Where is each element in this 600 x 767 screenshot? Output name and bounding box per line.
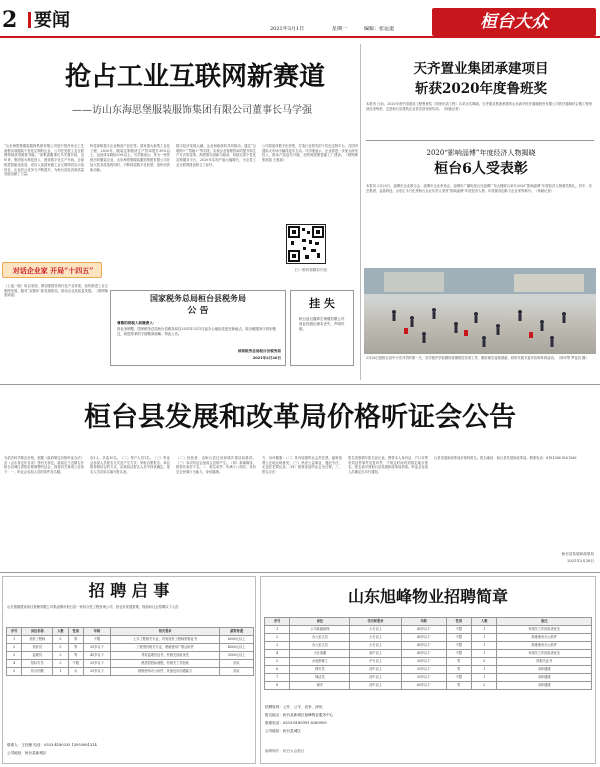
recruit2-table: [264, 617, 592, 690]
table-cell: 3500元以上: [220, 652, 254, 660]
recruit2-box: [260, 576, 596, 764]
recruit1-intro: 山东瑞德建设项目管理有限公司系淄博市桓台县一家综合性工程咨询公司，因业务发展需要，现面向社会招聘以下人员：: [7, 605, 182, 609]
table-cell: 持相关证书: [497, 658, 592, 666]
table-cell: 6: [265, 666, 290, 674]
header-date: 2021年3月1日: [270, 26, 305, 32]
article1-title-line2: 斩获2020年度鲁班奖: [414, 81, 548, 97]
lost-notice-box: [290, 290, 354, 366]
table-row: [265, 666, 592, 674]
header-divider-bar: [28, 12, 31, 28]
table-cell: 熟练使用办公软件: [497, 642, 592, 650]
table-cell: 1: [472, 666, 497, 674]
tax-notice-date: 2021年2月26日: [252, 356, 281, 360]
table-cell: 办公室文员: [290, 642, 350, 650]
hearing-col2: 各1人，共选10名。（二）每户人员1名。（三）听证会参加人员报名方式及产生方式：采取自愿报名、单位推荐相结合的方式，由我局从报名人员中择优确定。报名人员应如实填写报名表。: [90, 456, 170, 475]
table-cell: 男: [68, 636, 83, 644]
table-cell: 4: [265, 650, 290, 658]
table-cell: 1: [265, 626, 290, 634]
table-cell: 工程造价相关专业，熟练使用广联达软件: [111, 644, 220, 652]
table-cell: 高中以上: [350, 650, 401, 658]
table-cell: 男: [68, 652, 83, 660]
table-cell: 保安员: [290, 666, 350, 674]
slogan-banner: [2, 262, 102, 278]
hearing-col3: （二）经营者、由桓台县住房和城乡建设局推荐。（三）本次听证会组成人员的产生。（四）新闻媒体，推荐代表若干名。二、报名条件：年满十八周岁，具有完全民事行为能力，身体健康。: [176, 456, 256, 475]
table-cell: 35岁以下: [83, 668, 110, 676]
table-cell: 5: [53, 636, 68, 644]
table-cell: 1: [472, 650, 497, 658]
table-cell: 不限: [446, 634, 471, 642]
recruit2-header-cell: 序号: [265, 618, 290, 626]
article1-title-line1: 天齐置业集团承建项目: [413, 61, 549, 77]
table-row: [265, 642, 592, 650]
table-row: [265, 674, 592, 682]
table-cell: 熟练使用办公软件: [497, 634, 592, 642]
table-cell: 45岁以下: [401, 626, 446, 634]
recruit1-header-cell: 性别: [68, 628, 83, 636]
recruit1-box: [2, 576, 256, 764]
tax-notice-org: 国家税务总局桓台县税务局: [150, 294, 246, 303]
table-cell: 1: [53, 668, 68, 676]
table-row: [265, 650, 592, 658]
table-cell: 具有监理员证书，有相关经验优先: [111, 652, 220, 660]
table-cell: 公司高级助理: [290, 626, 350, 634]
right-divider: [366, 140, 594, 141]
table-cell: 55岁以下: [401, 666, 446, 674]
table-cell: 4000元以上: [220, 644, 254, 652]
table-cell: 2: [53, 652, 68, 660]
table-cell: 大专以上: [350, 626, 401, 634]
table-cell: 5: [7, 668, 22, 676]
table-cell: 有相关工作经验者优先: [497, 650, 592, 658]
table-cell: 35岁以下: [83, 660, 110, 668]
hearing-col4: 力、身体健康；（二）具有较强的社会责任感，能够客观公正地反映意见；（三）热爱公益事业，遵纪守法，无违法犯罪记录；（四）愿意参加听证会全过程。三、报名办法：: [262, 456, 342, 475]
table-cell: 5: [53, 644, 68, 652]
recruit2-footer-line3: 联系电话：0533-8180991 8289959: [265, 721, 327, 725]
table-cell: 不限: [68, 660, 83, 668]
lost-notice-body: 桓台县巨鑫养生保健有限公司营业执照正副本丢失，声明作废。: [299, 317, 345, 331]
header-weekday: 星期一: [332, 26, 348, 32]
table-cell: 7: [265, 674, 290, 682]
table-row: [265, 634, 592, 642]
table-cell: 初中以上: [350, 682, 401, 690]
recruit1-header-cell: 序号: [7, 628, 22, 636]
hearing-col1: 为依法科学制定价格，根据《政府制定价格听证办法》及《山东省定价目录》等有关规定，我局定于近期召开桓台县城区供热价格调整听证会，现将有关事项公告如下：一、听证会参加人员的条件及名额。: [4, 456, 84, 475]
recruit2-footer-line1: 招聘原则：公开、公平、竞争、择优: [265, 705, 323, 709]
photo-caption: 2月26日是桓台县中小学开学的第一天，各学校开学前做好疫情防控各项工作，做好师生返校准备，同时开展丰富多彩的体育活动。（杨可琴 罗佳音 摄）: [366, 356, 589, 360]
recruit2-title: 山东旭峰物业招聘简章: [347, 587, 508, 606]
table-cell: 女: [68, 668, 83, 676]
main-subheadline: ——访山东海思堡服装服饰集团有限公司董事长马学强: [72, 105, 312, 116]
hearing-signer: 桓台县发展和改革局: [561, 552, 594, 556]
table-cell: 身体健康: [497, 682, 592, 690]
table-cell: 造价工程师: [22, 636, 53, 644]
qr-code[interactable]: [286, 224, 326, 264]
table-cell: 保安: [290, 682, 350, 690]
article2-body: 本报讯 2月25日，淄博市企业联合会、淄博市企业家协会、淄博市广播电视台在淄博广电大楼联合举办2020“影响淄博”年度经济人物颁奖典礼。其中，东岳集团、金晶科技、山东汇丰石化等桓台企业负责人荣获“影响淄博”年度经济人物、年度最具创新力企业家等称号。（杨颖记者）: [366, 184, 592, 193]
table-row: [7, 636, 254, 644]
main-headline: 抢占工业互联网新赛道: [64, 62, 325, 92]
table-cell: 6000元以上: [220, 636, 254, 644]
table-cell: 面议: [220, 660, 254, 668]
table-row: [265, 682, 592, 690]
table-cell: 综合内勤: [22, 668, 53, 676]
header-editor: 编辑：张运道: [364, 26, 395, 32]
table-cell: 2: [7, 644, 22, 652]
table-cell: 小区客服: [290, 650, 350, 658]
table-cell: 1: [7, 636, 22, 644]
recruit2-footer-line2: 报名地点：桓台县新城区旭峰物业服务中心: [265, 713, 334, 717]
table-cell: 不限: [446, 650, 471, 658]
hearing-col5: 报名者需填写报名登记表，携带本人身份证、户口本等有效证件原件及复印件，于规定时间内到指定地点报名。报名表可到桓台县发展和改革局领取。听证会参加人员确定后另行通知。: [348, 456, 428, 475]
tax-notice-body: 因业务调整，国家税务总局桓台县税务局自2021年3月1日起办公地址变更至新地点，原办税服务厅同步搬迁，给您带来的不便敬请谅解。特此公告。: [117, 327, 276, 336]
table-cell: 45岁以下: [401, 642, 446, 650]
article2-title-line1: 2020“影响淄博”年度经济人物揭晓: [426, 149, 536, 157]
recruit2-header-cell: 备注: [497, 618, 592, 626]
table-cell: 3: [7, 652, 22, 660]
tax-notice-signer: 国家税务总局桓台县税务局: [237, 349, 281, 353]
table-row: [265, 626, 592, 634]
table-row: [7, 660, 254, 668]
table-cell: 男: [446, 658, 471, 666]
table-row: [265, 658, 592, 666]
newspaper-logo: 桓台大众: [432, 8, 596, 36]
table-cell: 大专以上: [350, 642, 401, 650]
main-article-col4: 公司将加快数字化转型，打造行业领先的个性化定制平台，在国内国际大市场中赢得更多主动。马学强表示，企业将进一步加大研发投入，推动产品迭代升级，加快海思堡智能工厂建设。（联网师 张琼瑶 王惠瑶）: [262, 144, 358, 163]
table-row: [7, 644, 254, 652]
recruit2-header-cell: 岗位: [290, 618, 350, 626]
school-sports-photo: [364, 268, 596, 354]
main-article-lower-left: （上接一版）给以来面、紧加强建设现代化产业体系，加快推进工业互联网发展，服务“双循环”新发展格局，推动企业高质量发展。（联网师 张琼瑶）: [4, 284, 108, 298]
tax-notice-title: 公 告: [187, 306, 209, 316]
table-cell: 45岁以下: [401, 650, 446, 658]
table-cell: 3: [265, 642, 290, 650]
table-row: [7, 668, 254, 676]
recruit1-header-cell: 薪资待遇: [220, 628, 254, 636]
table-cell: 面议: [220, 668, 254, 676]
table-cell: 8: [265, 682, 290, 690]
table-cell: 造价员: [22, 644, 53, 652]
table-cell: 2: [265, 634, 290, 642]
page-number: 2: [2, 8, 18, 32]
table-cell: 不限: [83, 636, 110, 644]
page-footer: 编辑制作：桓台大众报社: [265, 749, 305, 753]
recruit1-header-row: [7, 628, 254, 636]
qr-caption: 扫二维码看精彩内容: [294, 268, 328, 272]
table-cell: 有相关工作经验者优先: [497, 626, 592, 634]
recruit2-header-cell: 性别: [446, 618, 471, 626]
table-cell: 男: [68, 644, 83, 652]
table-cell: 招标专员: [22, 660, 53, 668]
table-cell: 熟悉招投标流程，有相关工作经验: [111, 660, 220, 668]
table-cell: 1: [472, 626, 497, 634]
recruit2-header-cell: 年龄: [401, 618, 446, 626]
recruit2-header-cell: 人数: [472, 618, 497, 626]
table-cell: 5: [472, 658, 497, 666]
table-cell: 5: [265, 658, 290, 666]
table-cell: 35岁以下: [83, 644, 110, 652]
recruit1-title: 招 聘 启 事: [88, 581, 170, 600]
main-article-col2: 科技部和数字企业制造产业化等。国家重大新型工业化工程、2020年，服装定制板块生产效率提升30%以上，运营成本降低20%以上。马学强表示，作为一家传统纺织服装企业，山东海思堡服装服饰集团有限公司在加大技术改造的同时，不断探索数字化转型，加快培育新动能。: [90, 144, 170, 172]
recruit2-footer-line4: 公司地址：桓台县城区: [265, 729, 301, 733]
right-column-divider: [360, 44, 361, 380]
table-cell: 熟练使用办公软件，具备良好沟通能力: [111, 668, 220, 676]
slogan-text: 对话企业家 开局“十四五”: [12, 266, 94, 275]
recruit-section-rule: [0, 572, 600, 573]
table-cell: 办公室文员: [290, 634, 350, 642]
article2-title-line2: 桓台6人受表彰: [434, 161, 528, 177]
table-cell: 不限: [446, 674, 471, 682]
table-cell: 监理员: [22, 652, 53, 660]
hearing-title: 桓台县发展和改革局价格听证会公告: [84, 402, 516, 433]
table-cell: 50岁以下: [401, 658, 446, 666]
table-cell: 男: [446, 666, 471, 674]
table-cell: 不限: [446, 626, 471, 634]
table-cell: 不限: [446, 642, 471, 650]
recruit1-header-cell: 人数: [53, 628, 68, 636]
table-cell: 水电维修工: [290, 658, 350, 666]
table-cell: 55岁以下: [401, 674, 446, 682]
hearing-col6: 台县发展和改革局价格科报名。报名地址：桓台县发展和改革局。联系电话：8181568 8161566: [434, 456, 577, 460]
recruit2-header-cell: 学历和要求: [350, 618, 401, 626]
table-cell: 身体健康: [497, 666, 592, 674]
table-cell: 初中以上: [350, 674, 401, 682]
table-cell: 中专以上: [350, 658, 401, 666]
table-cell: 保洁员: [290, 674, 350, 682]
recruit1-header-cell: 相关要求: [111, 628, 220, 636]
table-cell: 1: [472, 634, 497, 642]
table-cell: 2: [472, 682, 497, 690]
hearing-date: 2021年2月28日: [567, 559, 594, 563]
recruit1-contact: 联系人：王经理 电话：0533-4180335 13953081314: [7, 743, 97, 747]
table-row: [7, 652, 254, 660]
lost-notice-title: 挂 失: [309, 297, 335, 310]
header-rule: [0, 36, 600, 38]
recruit1-header-cell: 年龄: [83, 628, 110, 636]
section-title: 要闻: [34, 10, 70, 31]
article1-body: 本报讯 日前，2020年度中国建设工程鲁班奖（国家优质工程）名单正式揭晓。天齐置业集团承建的山东新华医疗器械股份有限公司医疗器械综合楼工程荣获此项殊荣，这是桓台县建筑企业首次获得该奖项。（杨颖记者）: [366, 102, 592, 111]
hearing-top-rule: [0, 384, 600, 385]
tax-notice-heading: 尊敬的纳税人和缴费人：: [117, 321, 157, 325]
table-cell: 大专以上: [350, 634, 401, 642]
recruit1-address: 公司地址：桓台县新城区: [7, 751, 47, 755]
recruit2-header-row: [265, 618, 592, 626]
table-cell: 土木工程相关专业，具有造价工程师资格证书: [111, 636, 220, 644]
table-cell: 身体健康: [497, 674, 592, 682]
table-cell: 男: [446, 682, 471, 690]
table-cell: 1: [472, 674, 497, 682]
table-cell: 45岁以下: [83, 652, 110, 660]
tax-notice-box: [110, 290, 286, 366]
table-cell: 1: [472, 642, 497, 650]
table-cell: 初中以上: [350, 666, 401, 674]
recruit1-table: [6, 627, 254, 676]
table-cell: 4: [7, 660, 22, 668]
table-cell: 3: [53, 660, 68, 668]
table-cell: 45岁以下: [401, 634, 446, 642]
main-article-col3: 数字经济发展大潮，企业和政府的共同推动，通过“互联网+”“智能+”等手段，实现企业管理效率的提升和生产方式的变革。海思堡以创新为驱动，持续完善个性化定制服务平台，2020年实现产值大幅增长，为全县工业互联网建设树立了标杆。: [176, 144, 256, 167]
main-article-col1: “山东海思堡服装服饰集团有限公司是中国首家全工艺流程实现服装个性化定制的企业，公司在发展工业互联网领域获得重要突破。”该集团董事长马学强介绍，近年来，集团加大科技投入，建设数字化生产车间，全面推进智能化改造，成功入选国家级工业互联网试点示范项目，企业综合竞争力不断提升，为桓台县经济高质量发展贡献了力量。: [4, 144, 84, 177]
recruit1-header-cell: 岗位名称: [22, 628, 53, 636]
table-cell: 60岁以下: [401, 682, 446, 690]
